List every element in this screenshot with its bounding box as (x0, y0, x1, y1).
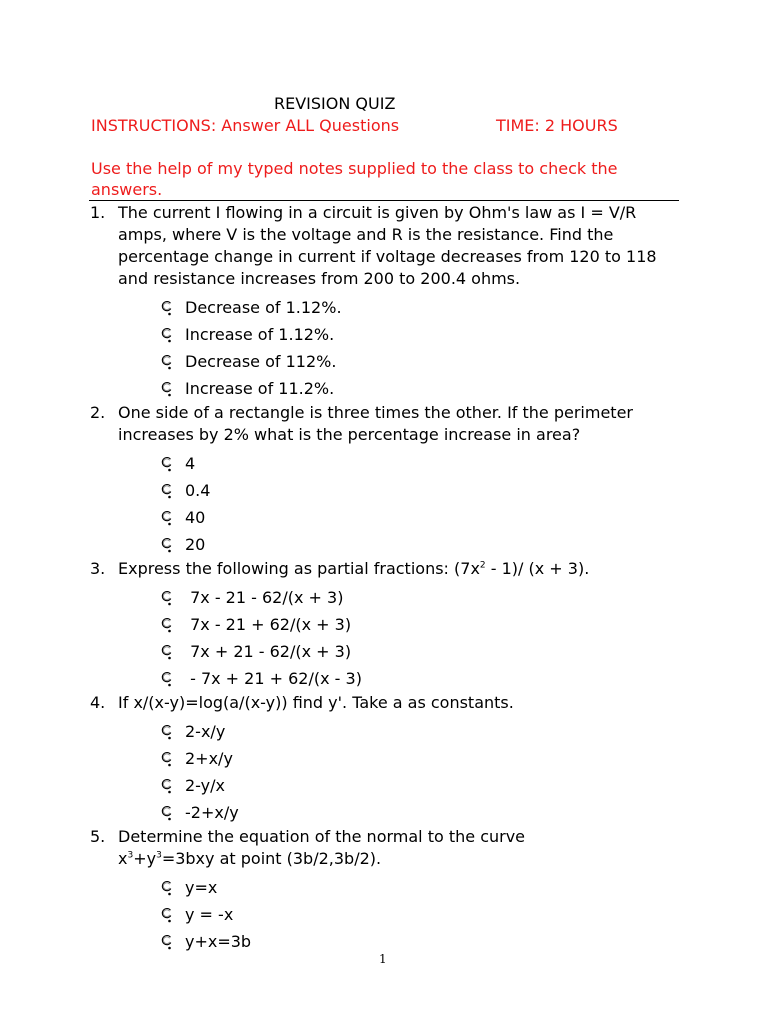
question-text-line (118, 849, 381, 868)
option-item[interactable] (160, 874, 680, 901)
exponent: 3 (156, 850, 162, 861)
help-note: Use the help of my typed notes supplied to the class to check the answers. (91, 159, 618, 199)
option-label: 7x - 21 + 62/(x + 3) (185, 614, 352, 634)
option-label: 0.4 (185, 480, 211, 500)
radio-button-icon[interactable] (160, 669, 178, 689)
option-label: - 7x + 21 + 62/(x - 3) (185, 668, 362, 688)
radio-button-icon[interactable] (160, 481, 178, 501)
radio-button-icon[interactable] (160, 535, 178, 555)
question-number: 2. (90, 403, 106, 422)
option-label: Increase of 1.12%. (185, 324, 335, 344)
radio-button-icon[interactable] (160, 588, 178, 608)
option-item[interactable] (160, 477, 680, 504)
option-item[interactable] (160, 584, 680, 611)
radio-button-icon[interactable] (160, 325, 178, 345)
page-number: 1 (379, 952, 387, 966)
option-item[interactable] (160, 799, 680, 826)
radio-button-icon[interactable] (160, 352, 178, 372)
option-label: 20 (185, 534, 206, 554)
option-label: Decrease of 112%. (185, 351, 337, 371)
exponent: 3 (127, 850, 134, 861)
question-1 (90, 202, 680, 402)
option-label: 2-x/y (185, 721, 226, 741)
radio-button-icon[interactable] (160, 379, 178, 399)
radio-button-icon[interactable] (160, 642, 178, 662)
question-text-part: Express the following as partial fractions: (7x (118, 559, 480, 578)
option-item[interactable] (160, 531, 680, 558)
radio-button-icon[interactable] (160, 454, 178, 474)
question-text-part: =3bxy at point (3b/2,3b/2). (161, 849, 382, 868)
question-5 (90, 826, 680, 955)
question-text: If x/(x-y)=log(a/(x-y)) find y'. Take a as constants. (118, 693, 514, 712)
option-item[interactable] (160, 901, 680, 928)
time-limit-text: TIME: 2 HOURS (496, 116, 618, 135)
option-item[interactable] (160, 638, 680, 665)
question-text-part: +y (133, 849, 157, 868)
question-text: One side of a rectangle is three times the other. If the perimeter increases by 2% what is the percentage increase in area? (118, 403, 633, 444)
option-list (90, 584, 680, 692)
question-text: The current I flowing in a circuit is given by Ohm's law as I = V/R amps, where V is the voltage and R is the resistance. Find the percentage change in current if voltage decreases from 120 to 118 and resistance increases from 200 to 200.4 ohms. (118, 203, 657, 288)
question-2 (90, 402, 680, 558)
question-list (90, 202, 680, 955)
option-label: 2-y/x (185, 775, 225, 795)
radio-button-icon[interactable] (160, 615, 178, 635)
radio-button-icon[interactable] (160, 803, 178, 823)
question-3 (90, 558, 680, 692)
option-list (90, 718, 680, 826)
question-number: 4. (90, 693, 106, 712)
question-number: 5. (90, 827, 106, 846)
radio-button-icon[interactable] (160, 508, 178, 528)
exponent: 2 (479, 560, 486, 571)
question-number: 1. (90, 203, 106, 222)
option-label: 2+x/y (185, 748, 233, 768)
option-item[interactable] (160, 375, 680, 402)
radio-button-icon[interactable] (160, 932, 178, 952)
option-label: Increase of 11.2%. (185, 378, 335, 398)
option-item[interactable] (160, 665, 680, 692)
question-text (118, 558, 680, 580)
radio-button-icon[interactable] (160, 722, 178, 742)
option-label: 40 (185, 507, 206, 527)
option-list (90, 874, 680, 955)
radio-button-icon[interactable] (160, 905, 178, 925)
instructions-text: INSTRUCTIONS: Answer ALL Questions (91, 116, 400, 135)
question-4 (90, 692, 680, 826)
question-text (118, 826, 680, 870)
option-label: y+x=3b (185, 931, 252, 951)
option-item[interactable] (160, 772, 680, 799)
option-label: y=x (185, 877, 218, 897)
question-text-part: x (118, 849, 128, 868)
option-label: -2+x/y (185, 802, 239, 822)
option-label: 4 (185, 453, 196, 473)
radio-button-icon[interactable] (160, 878, 178, 898)
option-item[interactable] (160, 611, 680, 638)
question-number: 3. (90, 559, 106, 578)
option-list (90, 450, 680, 558)
radio-button-icon[interactable] (160, 298, 178, 318)
option-item[interactable] (160, 348, 680, 375)
option-item[interactable] (160, 450, 680, 477)
option-label: 7x + 21 - 62/(x + 3) (185, 641, 352, 661)
radio-button-icon[interactable] (160, 776, 178, 796)
option-label: y = -x (185, 904, 234, 924)
option-item[interactable] (160, 504, 680, 531)
option-label: Decrease of 1.12%. (185, 297, 342, 317)
header-divider (89, 200, 679, 201)
question-text-part: - 1)/ (x + 3). (485, 559, 590, 578)
option-item[interactable] (160, 294, 680, 321)
option-item[interactable] (160, 745, 680, 772)
question-text-line: Determine the equation of the normal to the curve (118, 827, 526, 846)
option-list (90, 294, 680, 402)
radio-button-icon[interactable] (160, 749, 178, 769)
page-title: REVISION QUIZ (274, 94, 396, 113)
option-item[interactable] (160, 718, 680, 745)
option-label: 7x - 21 - 62/(x + 3) (185, 587, 344, 607)
option-item[interactable] (160, 928, 680, 955)
option-item[interactable] (160, 321, 680, 348)
